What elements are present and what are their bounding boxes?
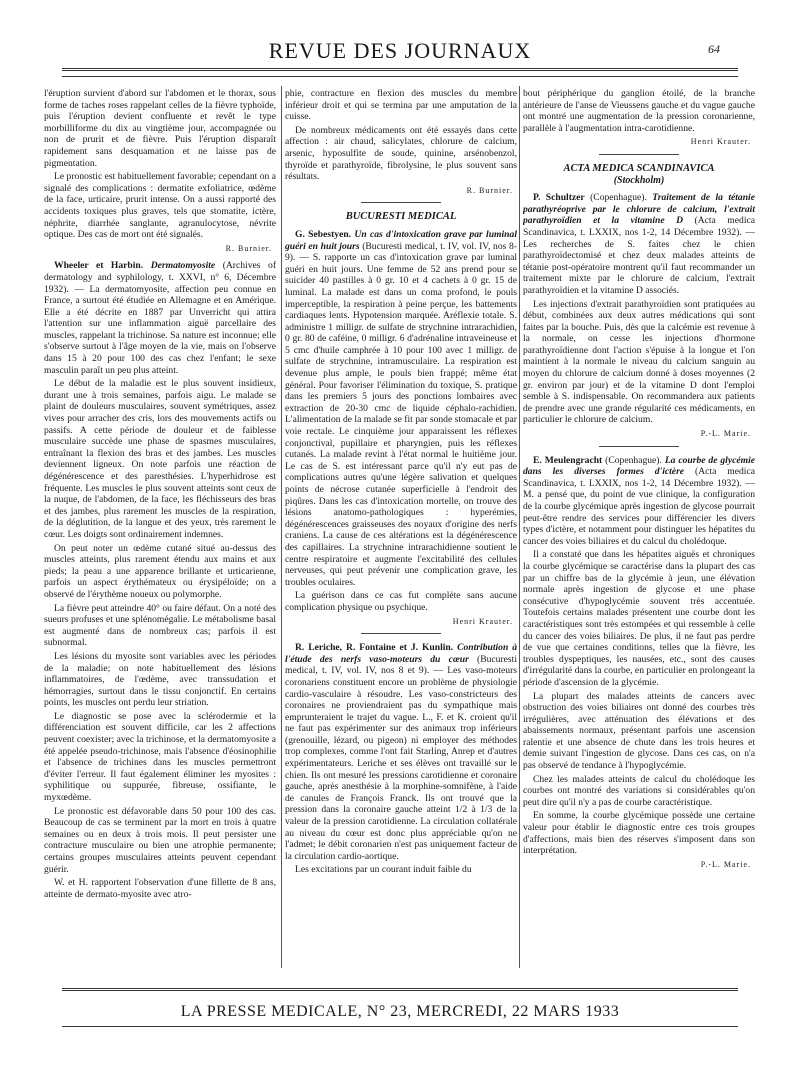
article-title: Traitement de la tétanie parathyréoprive par le chlorure de calcium, l'extrait parathyroïdien et la vitamine D [523, 192, 755, 227]
paragraph: bout périphérique du ganglion étoilé, de la branche antérieure de l'anse de Vieussens gauche et du vague gauche ont montré une augmentation de la pression coronarienne, parallèle à l'augmentation intra-carotidienne. [523, 88, 755, 134]
article-title: Dermatomyosite [150, 260, 216, 272]
paragraph: En somme, la courbe glycémique possède une certaine valeur pour établir le diagnostic entre ces trois groupes d'affections, mais bien des réserves s'imposent dans son interprétation. [523, 810, 755, 857]
footer-rule-bottom [62, 1026, 738, 1027]
separator [361, 633, 441, 634]
page-number: 64 [708, 42, 720, 56]
paragraph: Les lésions du myosite sont variables avec les périodes de la maladie; on note habituellement des lésions inflammatoires, de l'œdème, avec transsudation et hémorragies, surtout dans le tissu conjonctif. En certains points, les muscles ont perdu leur striation. [44, 650, 276, 709]
article-signature: Henri Krauter. [452, 616, 513, 626]
separator [599, 154, 679, 155]
article-city: (Copenhague). [590, 192, 647, 204]
journal-section-heading: BUCURESTI MEDICAL [345, 211, 457, 223]
header-rule [62, 68, 738, 71]
paragraph: phie, contracture en flexion des muscles du membre inférieur droit et qui se termina par une amputation de la cuisse. [285, 88, 517, 123]
separator [361, 202, 441, 203]
paragraph: On peut noter un œdème cutané situé au-dessus des muscles atteints, plus rarement étendu aux mains et aux pieds; la peau a une apparence brillante et urticarienne, parfois un aspect érythémateux ou érysipéloïde; on a observé de l'érythème noueux ou polymorphe. [44, 542, 276, 600]
article-reference: (Bucuresti medical, t. IV, vol. IV, nos 8-9). — S. rapporte un cas d'intoxication grave par luminal guéri en huit jours. Une femme de 52 ans prend pour se suicider 40 pastilles à 0 gr. 10 et 4 cachets à 0 gr. 15 de luminal. La malade est dans un coma profond, le pouls imperceptible, la respiration à peine perçue, les battements cardiaques lents. Hypotension marquée. Aréflexie totale. S. administre 1 milligr. de sulfate de strychnine intrarachidien, 0 gr. 80 de caféine, 0 milligr. 6 d'adrénaline intraveineuse et 5 cmc d'huile camphrée à 10 pour 100 avec 1 milligr. de sulfate de strychnine, intramusculaire. La respiration est devenue plus ample, le pouls bien frappé; même état général. Pour favoriser l'élimination du toxique, S. pratique dans les premiers 5 jours des ponctions lombaires avec extraction de 20-30 cmc de liquide céphalo-rachidien. L'alimentation de la malade se fit par sonde stomacale et par voie rectale. Le cinquième jour apparaissent les réflexes conjonctival, pupillaire et pharyngien, puis les réflexes cutanés. La malade revint à l'état normal le huitième jour. Le cas de S. est intéressant parce qu'il n'y eut pas de complications autres qu'une légère salivation et quelques points de nécrose cutanée superficielle à l'endroit des piqûres. Dans les cas d'intoxication mortelle, on trouve des lésions anatomo-pathologiques : hyperémies, dégénérescences graisseuses des noyaux d'origine des nerfs craniens. La cause de ces altérations est la dégénérescence des capillaires. La strychnine intrarachidienne soutient le centre respiratoire et augmente l'excitabilité des cellules nerveuses, qui peut prévenir une complication grave, les troubles oculaires. [285, 240, 517, 588]
paragraph: Les injections d'extrait parathyroïdien sont pratiquées au début, combinées aux deux autres médications qui sont faites par la bouche. Puis, dès que la calcémie est revenue à la normale, on cesse les injections d'hormone parathyroïdienne dont l'action s'épuise à la longue et l'on maintient à la normale le niveau du calcium sanguin au moyen du chlorure de calcium donné à doses moyennes (2 gr. environ par jour) et de la vitamine D dont l'emploi semble à S. indispensable. On recommandera aux patients de prendre avec une grande régularité ces médicaments, en particulier le chlorure de calcium. [523, 298, 755, 426]
article-signature: R. Burnier. [225, 243, 272, 253]
article-signature: Henri Krauter. [690, 137, 751, 147]
article-reference: (Acta medica Scandinavica, t. LXXIX, nos 1-2, 14 Décembre 1932). — Les recherches de S. faites chez le chien parathyroïdectomisé et chez deux malades atteints de tétanie post-opératoire montrent qu'il faut recommander un traitement mixte par le chlorure de calcium, l'extrait parathyroïdien et la vitamine D associés. [523, 215, 755, 296]
paragraph: Le début de la maladie est le plus souvent insidieux, durant une à trois semaines, parfois aigu. Le malade se plaint de douleurs musculaires, souvent symétriques, assez vives pour arracher des cris, lors des mouvements actifs ou passifs. A cette période de douleur et de faiblesse musculaire succède une phase de spasmes musculaires, entraînant la flexion des bras et des jambes. Les muscles deviennent ligneux. On note parfois une réaction de dégénérescence et des paresthésies. L'hyperhidrose est fréquente. Les muscles le plus souvent atteints sont ceux de la nuque, de l'abdomen, de la face, les fléchisseurs des bras et des jambes, plus rarement les muscles de la respiration, de la déglutition, de la langue et des yeux, très rarement le cœur. Les doigts sont ordinairement indemnes. [44, 378, 276, 540]
paragraph: La guérison dans ce cas fut complète sans aucune complication physique ou psychique. [285, 590, 517, 613]
article-reference: (Acta medica Scandinavica, t. LXXIX, nos 1-2, 14 Décembre 1932). — M. a pensé que, du point de vue clinique, la configuration de la courbe glycémique après ingestion de glycose pourrait peut-être rendre des services pour différencier les divers types d'ictère, et notamment pour distinguer les hépatites du cancer des voies biliaires et du calcul du cholédoque. [523, 466, 755, 547]
article-meulengracht [523, 455, 755, 548]
paragraph: De nombreux médicaments ont été essayés dans cette affection : air chaud, salicylates, chlorure de calcium, arsenic, hyposulfite de soude, quinine, arsénobenzol, thyroïde et parathyroïde, fibrolysine, le plus souvent sans résultats. [285, 124, 517, 183]
paragraph: Les excitations par un courant induit faible du [295, 864, 472, 876]
paragraph: Le pronostic est habituellement favorable; cependant on a signalé des complications : dermatite exfoliatrice, œdème de la face, urticaire, prurit intense. On a aussi rapporté des accidents toxiques plus graves, tels que stomatite, ictère, néphrite, diarrhée sanglante, agranulocytose, névrite optique. Des cas de mort ont été signalés. [44, 171, 276, 241]
paragraph: Le diagnostic se pose avec la sclérodermie et la différenciation est souvent difficile, car les 2 affections peuvent coexister; avec la trichinose, et la dermatomyosite a été appelée pseudo-trichinose, mais l'absence d'éosinophilie et l'absence de trichines dans les muscles permettront d'éviter l'erreur. Il faut également éliminer les myosites : syphilitique ou suppurée, fibreuse, ossifiante, le myxœdème. [44, 710, 276, 804]
column-2 [285, 88, 517, 968]
article-signature: R. Burnier. [466, 185, 513, 195]
header-rule-thin [62, 76, 738, 77]
article-wheeler-harbin [44, 260, 276, 376]
paragraph: l'éruption survient d'abord sur l'abdomen et le thorax, sous forme de taches roses rappelant celles de la fièvre typhoïde, puis l'éruption devient confluente et revêt le type morbilliforme du dix au vingtième jour, accompagnée ou non de prurit et de fièvre. Puis l'éruption disparaît rapidement sans desquamation et ne laisse pas de pigmentation. [44, 88, 276, 169]
article-authors: P. Schultzer [533, 192, 585, 204]
article-leriche [285, 642, 517, 862]
page-title: REVUE DES JOURNAUX [268, 38, 532, 63]
article-authors: G. Sebestyen. [295, 228, 352, 240]
column-divider-right [519, 86, 520, 968]
article-sebestyen [285, 229, 517, 588]
article-signature: P.-L. Marie. [700, 429, 751, 439]
paragraph: Le pronostic est défavorable dans 50 pour 100 des cas. Beaucoup de cas se terminent par la mort en trois à quatre semaines ou en deux à trois mois. Il peut persister une contracture musculaire ou bien une atrophie permanente; certains groupes musculaires atteints peuvent cependant guérir. [44, 805, 276, 875]
separator [599, 446, 679, 447]
journal-section-subheading: (Stockholm) [613, 174, 665, 186]
article-city: (Copenhague). [605, 454, 662, 466]
article-title: Contribution à l'étude des nerfs vaso-moteurs du cœur [285, 642, 517, 665]
footer-citation: LA PRESSE MEDICALE, N° 23, MERCREDI, 22 MARS 1933 [180, 1003, 620, 1020]
article-reference: (Archives of dermatology and syphilology, t. XXVI, n° 6, Décembre 1932). — La dermatomyosite, affection peu connue en France, a surtout été étudiée en Allemagne et en Amérique. Elle a été décrite en 1887 par Unverricht qui attira l'attention sur une inflammation aiguë parcellaire des muscles, rappelant la trichinose. Sa nature est inconnue; elle s'observe surtout à l'âge moyen de la vie, mais on l'observe dans 15 à 20 pour 100 des cas chez l'enfant; le sexe masculin paraît un peu plus atteint. [44, 260, 276, 376]
article-signature: P.-L. Marie. [700, 859, 751, 869]
column-3 [523, 88, 755, 968]
article-authors: Wheeler et Harbin. [54, 260, 144, 272]
article-title: Un cas d'intoxication grave par luminal guéri en huit jours [285, 228, 517, 252]
paragraph: La plupart des malades atteints de cancers avec obstruction des voies biliaires ont donné des courbes très irrégulières, avec atténuation des élévations et des abaissements normaux, présentant parfois une ascension ralentie et une absence de chute dans les trois heures et demie suivant l'ingestion de glycose. Dans ces cas, on n'a pas observé de tendance à l'hypoglycémie. [523, 690, 755, 772]
article-reference: (Bucuresti medical, t. IV, vol. IV, nos 8 et 9). — Les vaso-moteurs coronariens constituent encore un problème de physiologie cardio-vasculaire à résoudre. Les vaso-constricteurs des coronaires ne proviendraient pas du sympathique mais emprunteraient le trajet du vague. L., F. et K. croient qu'il ne faut pas expérimenter sur des animaux trop inférieurs (grenouille, lézard, ou pigeon) ni employer des méthodes trop complexes, comme l'ont fait Starling, Anrep et d'autres expérimentateurs. Leriche et ses élèves ont travaillé sur le chien. Ils ont mesuré les pressions carotidienne et coronaire gauche, après anesthésie à la morphine-somnifène, à l'aide de canules de François Franck. Ils ont trouvé que la pression dans la coronaire gauche atteint 1/2 à 1/3 de la valeur de la pression carotidienne. La circulation collatérale au niveau du cœur est donc plus appréciable qu'on ne l'admet; le débit coronarien n'est pas uniquement facteur de la circulation cardio-aortique. [285, 653, 517, 862]
article-authors: R. Leriche, R. Fontaine et J. Kunlin. [295, 642, 454, 654]
column-divider-left [281, 86, 282, 968]
paragraph: W. et H. rapportent l'observation d'une fillette de 8 ans, atteinte de dermato-myosite avec atro- [44, 877, 276, 900]
journal-section-heading: ACTA MEDICA SCANDINAVICA [563, 162, 715, 174]
footer-rule [62, 988, 738, 991]
column-1 [44, 88, 276, 968]
article-title: La courbe de glycémie dans les diverses formes d'ictère [523, 454, 755, 478]
paragraph: Il a constaté que dans les hépatites aiguës et chroniques la courbe glycémique se caractérise dans la plupart des cas par un chiffre bas de la glycémie à jeun, une élévation normale après ingestion de glycose et une phase consécutive d'hypoglycémie souvent très accentuée. Toutefois certains malades présentent une courbe dont les caractéristiques sont très estompées et qui ressemble à celle du cancer des voies biliaires. De plus, il ne faut pas perdre de vue que certaines conditions, telles que la fièvre, les troubles dyspeptiques, les nausées, etc., sont des causes d'irrégularité dans la courbe, en particulier en prolongeant la période d'ascension de la glycémie. [523, 549, 755, 688]
article-authors: E. Meulengracht [533, 454, 603, 466]
paragraph: La fièvre peut atteindre 40° ou faire défaut. On a noté des sueurs profuses et une splénomégalie. Le métabolisme basal est augmenté dans de nombreux cas; parfois il est subnormal. [44, 602, 276, 649]
paragraph: Chez les malades atteints de calcul du cholédoque les courbes ont montré des variations si considérables qu'on peut dire qu'il n'y a pas de courbe caractéristique. [523, 773, 755, 808]
article-schultzer [523, 192, 755, 296]
